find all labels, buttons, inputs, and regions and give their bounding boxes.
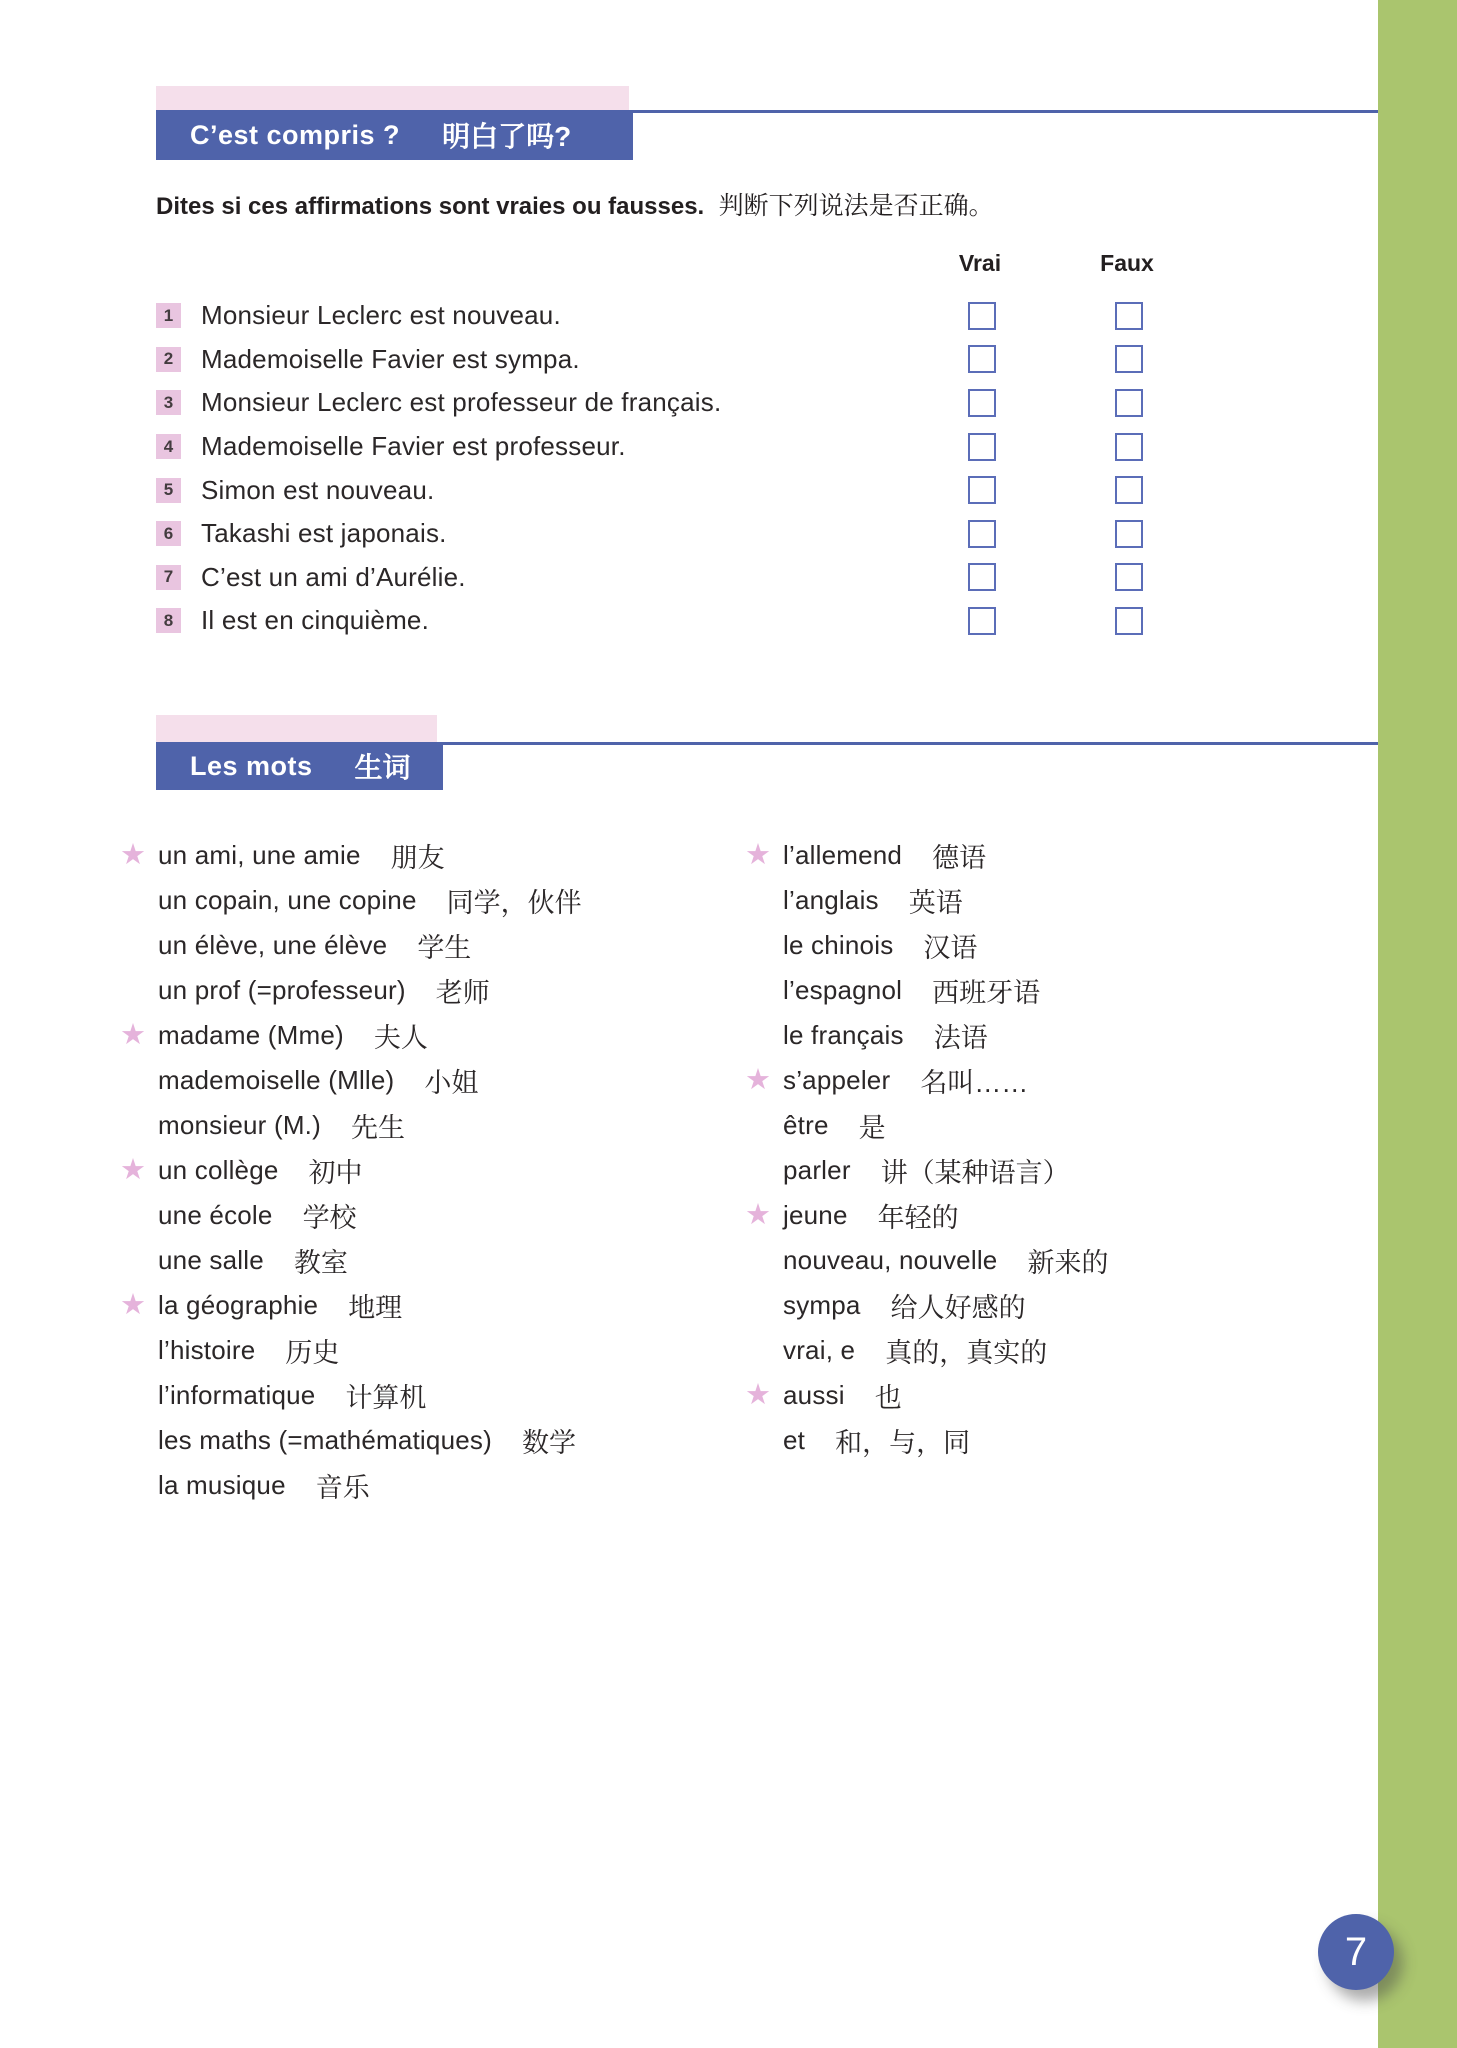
vocab-french: le français bbox=[783, 1020, 904, 1050]
vocab-item bbox=[120, 1013, 730, 1058]
vocab-french: monsieur (M.) bbox=[158, 1110, 321, 1140]
vocab-item bbox=[120, 1148, 730, 1193]
star-icon: ★ bbox=[120, 1019, 146, 1051]
vocab-column-left bbox=[120, 833, 730, 1508]
exercise-row bbox=[156, 338, 1226, 382]
vocab-french: madame (Mme) bbox=[158, 1020, 344, 1050]
section-banner-cest-compris bbox=[156, 110, 633, 160]
vocab-chinese: 名叫…… bbox=[920, 1068, 1029, 1098]
vocab-french: la géographie bbox=[158, 1290, 319, 1320]
vocab-item bbox=[745, 1103, 1365, 1148]
banner-rule bbox=[443, 742, 1378, 745]
vocab-french: jeune bbox=[783, 1200, 848, 1230]
vocab-chinese: 给人好感的 bbox=[890, 1293, 1026, 1323]
vocab-french: aussi bbox=[783, 1380, 845, 1410]
vocab-item bbox=[120, 1193, 730, 1238]
vocab-chinese: 英语 bbox=[908, 888, 963, 918]
vocab-chinese: 讲（某种语言） bbox=[880, 1158, 1070, 1188]
vocab-column-right bbox=[745, 833, 1365, 1463]
vocab-item bbox=[745, 1238, 1365, 1283]
vocab-chinese: 西班牙语 bbox=[932, 978, 1041, 1008]
exercise-row bbox=[156, 294, 1226, 338]
item-number-badge: 3 bbox=[156, 390, 181, 415]
instruction-fr: Dites si ces affirmations sont vraies ou fausses. bbox=[156, 193, 705, 220]
page-edge-bar bbox=[1378, 0, 1457, 2048]
item-number-badge: 7 bbox=[156, 565, 181, 590]
vrai-checkbox-6[interactable] bbox=[968, 520, 996, 548]
vocab-item bbox=[120, 1283, 730, 1328]
faux-checkbox-3[interactable] bbox=[1115, 389, 1143, 417]
vocab-chinese: 真的，真实的 bbox=[885, 1338, 1048, 1368]
vocab-french: sympa bbox=[783, 1290, 861, 1320]
faux-checkbox-8[interactable] bbox=[1115, 607, 1143, 635]
vocab-french: un élève, une élève bbox=[158, 930, 388, 960]
statement-text: Mademoiselle Favier est sympa. bbox=[201, 343, 580, 374]
vocab-item bbox=[120, 1418, 730, 1463]
vocab-french: l’anglais bbox=[783, 885, 879, 915]
faux-checkbox-6[interactable] bbox=[1115, 520, 1143, 548]
item-number-badge: 8 bbox=[156, 608, 181, 633]
vocab-chinese: 夫人 bbox=[373, 1023, 428, 1053]
vrai-column-header: Vrai bbox=[958, 250, 1002, 276]
vocab-french: une école bbox=[158, 1200, 273, 1230]
vocab-french: être bbox=[783, 1110, 829, 1140]
vocab-chinese: 历史 bbox=[285, 1338, 340, 1368]
vocab-item bbox=[745, 1373, 1365, 1418]
faux-checkbox-2[interactable] bbox=[1115, 345, 1143, 373]
vocab-french: l’informatique bbox=[158, 1380, 316, 1410]
vocab-french: les maths (=mathématiques) bbox=[158, 1425, 492, 1455]
faux-checkbox-1[interactable] bbox=[1115, 302, 1143, 330]
vocab-chinese: 汉语 bbox=[923, 933, 978, 963]
vocab-french: un prof (=professeur) bbox=[158, 975, 406, 1005]
vocab-french: une salle bbox=[158, 1245, 264, 1275]
vocab-item bbox=[745, 878, 1365, 923]
star-icon: ★ bbox=[745, 1199, 771, 1231]
faux-checkbox-7[interactable] bbox=[1115, 563, 1143, 591]
vocab-chinese: 新来的 bbox=[1027, 1248, 1109, 1278]
star-icon: ★ bbox=[120, 839, 146, 871]
vocab-french: un copain, une copine bbox=[158, 885, 417, 915]
vocab-chinese: 数学 bbox=[521, 1428, 576, 1458]
star-icon: ★ bbox=[745, 1379, 771, 1411]
vocab-chinese: 朋友 bbox=[390, 843, 445, 873]
vocab-item bbox=[745, 1058, 1365, 1103]
vocab-item bbox=[120, 1328, 730, 1373]
vocab-french: l’allemend bbox=[783, 840, 903, 870]
vocab-item bbox=[745, 1148, 1365, 1193]
statement-text: Takashi est japonais. bbox=[201, 518, 447, 549]
vocab-item bbox=[745, 1013, 1365, 1058]
item-number-badge: 5 bbox=[156, 478, 181, 503]
vocab-item bbox=[120, 968, 730, 1013]
vocab-item bbox=[745, 833, 1365, 878]
vocab-chinese: 法语 bbox=[933, 1023, 988, 1053]
section-title-fr: Les mots bbox=[190, 750, 313, 781]
vrai-checkbox-8[interactable] bbox=[968, 607, 996, 635]
vocab-french: s’appeler bbox=[783, 1065, 891, 1095]
vocab-chinese: 德语 bbox=[932, 843, 987, 873]
exercise-row bbox=[156, 512, 1226, 556]
vocab-chinese: 是 bbox=[858, 1113, 886, 1143]
vocab-item bbox=[745, 1193, 1365, 1238]
vocab-french: et bbox=[783, 1425, 806, 1455]
section-title-zh: 明白了吗? bbox=[442, 121, 572, 152]
vocab-chinese: 年轻的 bbox=[877, 1203, 959, 1233]
item-number-badge: 1 bbox=[156, 303, 181, 328]
page-number-badge: 7 bbox=[1318, 1914, 1394, 1990]
star-icon: ★ bbox=[745, 839, 771, 871]
vocab-chinese: 初中 bbox=[308, 1158, 363, 1188]
star-icon: ★ bbox=[120, 1289, 146, 1321]
vrai-checkbox-7[interactable] bbox=[968, 563, 996, 591]
vocab-french: un collège bbox=[158, 1155, 279, 1185]
vocab-chinese: 教室 bbox=[293, 1248, 348, 1278]
vocab-item bbox=[120, 1238, 730, 1283]
vrai-checkbox-2[interactable] bbox=[968, 345, 996, 373]
item-number-badge: 4 bbox=[156, 434, 181, 459]
vocab-item bbox=[745, 1418, 1365, 1463]
statement-text: Monsieur Leclerc est professeur de français. bbox=[201, 387, 722, 418]
exercise-row bbox=[156, 599, 1226, 643]
faux-column-header: Faux bbox=[1100, 250, 1154, 276]
faux-checkbox-4[interactable] bbox=[1115, 433, 1143, 461]
statement-text: Monsieur Leclerc est nouveau. bbox=[201, 300, 561, 331]
star-icon: ★ bbox=[120, 1154, 146, 1186]
exercise-instruction bbox=[156, 186, 994, 222]
vocab-french: le chinois bbox=[783, 930, 894, 960]
vocab-chinese: 老师 bbox=[435, 978, 490, 1008]
vocab-french: un ami, une amie bbox=[158, 840, 361, 870]
vocab-chinese: 学校 bbox=[302, 1203, 357, 1233]
exercise-row bbox=[156, 381, 1226, 425]
vocab-chinese: 计算机 bbox=[345, 1383, 427, 1413]
vocab-french: l’histoire bbox=[158, 1335, 256, 1365]
banner-rule bbox=[633, 110, 1378, 113]
vocab-item bbox=[745, 1328, 1365, 1373]
vrai-checkbox-4[interactable] bbox=[968, 433, 996, 461]
vocab-chinese: 学生 bbox=[417, 933, 472, 963]
vocab-french: parler bbox=[783, 1155, 851, 1185]
vocab-item bbox=[120, 833, 730, 878]
statement-text: Il est en cinquième. bbox=[201, 605, 430, 636]
vocab-french: nouveau, nouvelle bbox=[783, 1245, 998, 1275]
vocab-chinese: 小姐 bbox=[424, 1068, 479, 1098]
exercise-row bbox=[156, 468, 1226, 512]
vocab-item bbox=[745, 1283, 1365, 1328]
vocab-chinese: 音乐 bbox=[315, 1473, 370, 1503]
vocab-item bbox=[120, 1373, 730, 1418]
vocab-french: vrai, e bbox=[783, 1335, 856, 1365]
vrai-checkbox-5[interactable] bbox=[968, 476, 996, 504]
vocab-chinese: 和，与，同 bbox=[835, 1428, 971, 1458]
vocab-item bbox=[745, 923, 1365, 968]
star-icon: ★ bbox=[745, 1064, 771, 1096]
vocab-item bbox=[745, 968, 1365, 1013]
item-number-badge: 2 bbox=[156, 347, 181, 372]
vocab-chinese: 地理 bbox=[348, 1293, 403, 1323]
vocab-chinese: 同学，伙伴 bbox=[446, 888, 582, 918]
vocab-french: la musique bbox=[158, 1470, 286, 1500]
section-banner-les-mots bbox=[156, 742, 443, 790]
section-title-fr: C’est compris ? bbox=[190, 119, 401, 150]
banner-accent-strip bbox=[156, 715, 437, 742]
vocab-item bbox=[120, 923, 730, 968]
faux-checkbox-5[interactable] bbox=[1115, 476, 1143, 504]
true-false-exercise bbox=[156, 294, 1226, 643]
vocab-item bbox=[120, 1463, 730, 1508]
vocab-item bbox=[120, 1103, 730, 1148]
vocab-chinese: 先生 bbox=[350, 1113, 405, 1143]
statement-text: Mademoiselle Favier est professeur. bbox=[201, 431, 626, 462]
item-number-badge: 6 bbox=[156, 521, 181, 546]
vocab-item bbox=[120, 878, 730, 923]
statement-text: C’est un ami d’Aurélie. bbox=[201, 561, 466, 592]
section-title-zh: 生词 bbox=[354, 752, 411, 783]
vocab-french: l’espagnol bbox=[783, 975, 903, 1005]
instruction-zh: 判断下列说法是否正确。 bbox=[718, 192, 994, 220]
statement-text: Simon est nouveau. bbox=[201, 474, 435, 505]
vrai-checkbox-1[interactable] bbox=[968, 302, 996, 330]
banner-accent-strip bbox=[156, 86, 629, 110]
exercise-row bbox=[156, 425, 1226, 469]
vocab-chinese: 也 bbox=[874, 1383, 902, 1413]
vocab-item bbox=[120, 1058, 730, 1103]
exercise-row bbox=[156, 556, 1226, 600]
vrai-checkbox-3[interactable] bbox=[968, 389, 996, 417]
vocab-french: mademoiselle (Mlle) bbox=[158, 1065, 395, 1095]
